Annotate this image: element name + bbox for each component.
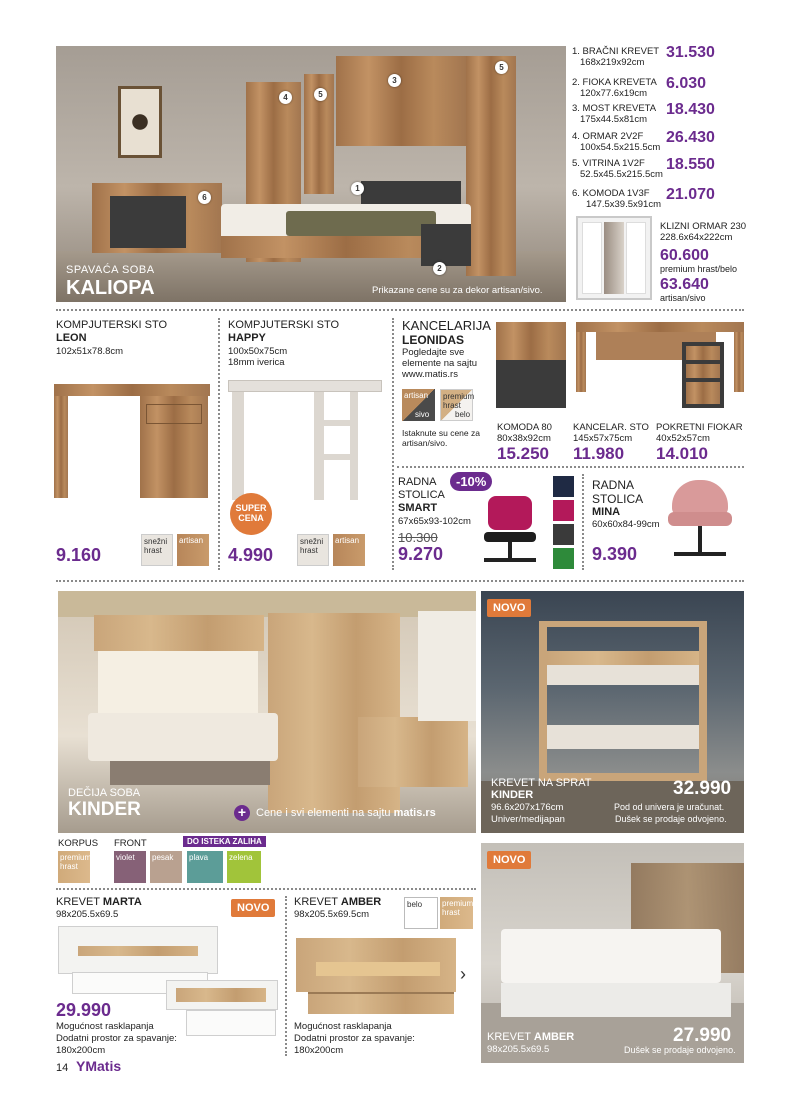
kaliopa-item-1 <box>572 46 742 68</box>
bunk-note1: Pod od univera je uračunat. <box>614 802 725 812</box>
smart-old-price: 10.300 <box>398 530 438 545</box>
item-price: 26.430 <box>666 129 715 146</box>
bunk-line1: KREVET NA SPRAT <box>491 777 592 789</box>
leonidas-item-2 <box>573 422 649 464</box>
page-number: 14 <box>56 1062 69 1074</box>
smart-line2: STOLICA <box>398 489 445 501</box>
front-swatch-violet: violet <box>114 851 146 883</box>
happy-price: 4.990 <box>228 545 274 565</box>
kaliopa-title: KALIOPA <box>66 277 155 299</box>
smart-color-3 <box>553 524 574 545</box>
item-dims: 80x38x92cm <box>497 433 551 444</box>
smart-line3: SMART <box>398 502 438 514</box>
divider <box>285 896 287 1056</box>
leon-desk-image <box>54 384 210 498</box>
item-price: 31.530 <box>666 44 715 61</box>
happy-line1: KOMPJUTERSKI STO <box>228 319 340 331</box>
amber-text3: 180x200cm <box>294 1045 344 1056</box>
marker-3: 3 <box>388 74 401 87</box>
mina-dims: 60x60x84-99cm <box>592 519 660 530</box>
leonidas-item-1 <box>497 422 552 464</box>
korpus-label: KORPUS <box>58 838 99 849</box>
marker-5b: 5 <box>495 61 508 74</box>
item-name: KOMODA 80 <box>497 422 552 433</box>
item-price: 15.250 <box>497 444 549 463</box>
leonidas-line2: LEONIDAS <box>402 333 465 347</box>
divider <box>397 466 744 468</box>
bunk-bed-photo <box>481 591 744 833</box>
amber-new-badge: NOVO <box>487 851 531 869</box>
wardrobe-price-1: 60.600 <box>660 247 709 264</box>
leon-swatch-artisan: artisan <box>177 534 209 566</box>
item-name: 5. VITRINA 1V2F <box>572 158 645 169</box>
amber-swatch-belo: belo <box>404 897 438 929</box>
amber-text1: Mogućnost rasklapanja <box>294 1021 392 1032</box>
chevron-right-icon[interactable]: › <box>460 964 466 984</box>
leon-swatch-snezni: snežni hrast <box>141 534 173 566</box>
smart-discount-badge: -10% <box>450 472 492 491</box>
divider <box>218 318 220 570</box>
happy-line2: HAPPY <box>228 332 266 344</box>
wardrobe-dims: 228.6x64x222cm <box>660 232 733 243</box>
happy-desk-image <box>228 380 384 505</box>
wardrobe-finish-1: premium hrast/belo <box>660 264 738 274</box>
item-price: 11.980 <box>573 444 625 463</box>
amber-photo <box>481 843 744 1063</box>
bunk-finish: Univer/medijapan <box>491 814 565 825</box>
leonidas-info: Pogledajte sve elemente na sajtu www.matis.rs <box>402 347 477 380</box>
brand-logo <box>76 1058 121 1074</box>
cta-site: matis.rs <box>393 807 436 819</box>
smart-dims: 67x65x93-102cm <box>398 516 471 527</box>
item-dims: 52.5x45.5x215.5cm <box>580 169 663 180</box>
marker-1: 1 <box>351 182 364 195</box>
item-name: 6. KOMODA 1V3F <box>572 188 650 199</box>
marker-6: 6 <box>198 191 211 204</box>
item-price: 21.070 <box>666 186 715 203</box>
divider <box>56 888 476 890</box>
marta-text2: Dodatni prostor za spavanje: <box>56 1033 177 1044</box>
leonidas-swatch-sivo: sivo <box>415 410 430 419</box>
front-label: FRONT <box>114 838 147 849</box>
marta-text1: Mogućnost rasklapanja <box>56 1021 154 1032</box>
smart-price: 9.270 <box>398 544 444 564</box>
item-name: 2. FIOKA KREVETA <box>572 77 657 88</box>
kaliopa-item-2 <box>572 77 742 99</box>
item-price: 18.550 <box>666 156 715 173</box>
item-price: 14.010 <box>656 444 708 463</box>
marker-2: 2 <box>433 262 446 275</box>
bunk-line2: KINDER <box>491 789 534 801</box>
item-dims: 168x219x92cm <box>580 57 645 68</box>
leon-line1: KOMPJUTERSKI STO <box>56 319 168 331</box>
front-swatch-plava: plava <box>187 851 223 883</box>
smart-color-4 <box>553 548 574 569</box>
marta-title <box>56 896 142 909</box>
leonidas-line1: KANCELARIJA <box>402 318 491 333</box>
leon-line2: LEON <box>56 332 87 344</box>
smart-line1: RADNA <box>398 476 437 488</box>
kinder-bed-image <box>88 713 278 761</box>
leonidas-note: Istaknute su cene za artisan/sivo. <box>402 428 480 448</box>
kinder-cta[interactable] <box>256 807 436 819</box>
happy-swatch-artisan: artisan <box>333 534 365 566</box>
front-swatch-pesak: pesak <box>150 851 182 883</box>
wardrobe-name: KLIZNI ORMAR 230 <box>660 221 747 232</box>
marta-text3: 180x200cm <box>56 1045 106 1056</box>
item-price: 6.030 <box>666 75 707 92</box>
korpus-swatch: premium hrast <box>58 851 90 883</box>
kaliopa-item-4 <box>572 131 742 153</box>
marta-new-badge: NOVO <box>231 899 275 917</box>
mina-line2: STOLICA <box>592 492 644 506</box>
item-dims: 100x54.5x215.5cm <box>580 142 661 153</box>
amber-photo-price: 27.990 <box>673 1025 732 1046</box>
bunk-bed-image <box>539 621 707 781</box>
cta-text: Cene i svi elementi na sajtu <box>256 807 391 819</box>
kaliopa-item-3 <box>572 103 742 125</box>
logo-icon: Y <box>76 1058 86 1074</box>
leon-price: 9.160 <box>56 545 102 565</box>
amber-photo-dims: 98x205.5x69.5 <box>487 1044 550 1055</box>
kaliopa-photo <box>56 46 566 302</box>
leonidas-swatch-belo: belo <box>455 410 471 419</box>
kinder-room-photo <box>58 591 476 833</box>
amber-text2: Dodatni prostor za spavanje: <box>294 1033 415 1044</box>
item-dims: 147.5x39.5x91cm <box>586 199 661 210</box>
kaliopa-item-6 <box>572 188 742 210</box>
marker-4: 4 <box>279 91 292 104</box>
bunk-dims: 96.6x207x176cm <box>491 802 564 813</box>
leonidas-swatch-artisan: artisan <box>402 389 435 421</box>
amber-line2: AMBER <box>340 896 382 908</box>
leonidas-item-3 <box>656 422 743 464</box>
item-name: POKRETNI FIOKAR <box>656 422 743 433</box>
amber-dims: 98x205.5x69.5cm <box>294 909 369 920</box>
wardrobe-finish-2: artisan/sivo <box>660 293 706 303</box>
divider <box>582 474 584 570</box>
plus-icon: + <box>234 805 250 821</box>
item-name: 3. MOST KREVETA <box>572 103 657 114</box>
badge-text: SUPER CENA <box>235 503 267 523</box>
item-dims: 145x57x75cm <box>573 433 633 444</box>
item-dims: 40x52x57cm <box>656 433 710 444</box>
wardrobe-price-2: 63.640 <box>660 276 709 293</box>
happy-dims: 100x50x75cm <box>228 346 288 357</box>
kaliopa-subtitle: SPAVAĆA SOBA <box>66 264 155 276</box>
happy-super-price-badge <box>230 493 272 535</box>
amber-bed-image <box>296 938 456 1016</box>
item-dims: 120x77.6x19cm <box>580 88 648 99</box>
amber-line1: KREVET <box>294 896 338 908</box>
wardrobe-right-image <box>466 56 516 276</box>
marker-5a: 5 <box>314 88 327 101</box>
stock-label: DO ISTEKA ZALIHA <box>183 836 266 847</box>
mina-price: 9.390 <box>592 544 638 564</box>
leonidas-drawer-image <box>682 342 724 412</box>
item-name: 1. BRAČNI KREVET <box>572 46 660 57</box>
kinder-title: KINDER <box>68 799 141 820</box>
marta-line1: KREVET <box>56 896 100 908</box>
leon-dims: 102x51x78.8cm <box>56 346 124 357</box>
divider <box>56 580 744 582</box>
front-swatch-zelena: zelena <box>227 851 261 883</box>
smart-chair-image <box>474 494 546 570</box>
item-name: KANCELAR. STO <box>573 422 649 433</box>
marta-bed-open-image <box>166 980 278 1040</box>
amber-photo-note: Dušek se prodaje odvojeno. <box>624 1045 736 1055</box>
sliding-wardrobe-image <box>576 216 652 300</box>
marta-line2: MARTA <box>102 896 142 908</box>
item-dims: 175x44.5x81cm <box>580 114 648 125</box>
mina-chair-image <box>664 476 738 568</box>
bunk-price: 32.990 <box>673 778 732 799</box>
smart-color-2 <box>553 500 574 521</box>
happy-material: 18mm iverica <box>228 357 285 368</box>
mina-line3: MINA <box>592 506 621 518</box>
kaliopa-item-5 <box>572 158 742 180</box>
item-name: 4. ORMAR 2V2F <box>572 131 644 142</box>
divider <box>56 309 744 311</box>
kaliopa-note: Prikazane cene su za dekor artisan/sivo. <box>372 285 543 296</box>
amber-title <box>294 896 381 909</box>
divider <box>392 318 394 570</box>
marta-dims: 98x205.5x69.5 <box>56 909 119 920</box>
marta-price: 29.990 <box>56 1000 112 1020</box>
amber-photo-title <box>487 1031 574 1043</box>
leonidas-swatch-premium: premium hrast <box>440 389 473 421</box>
smart-color-1 <box>553 476 574 497</box>
amber-swatch-premium: premium hrast <box>440 897 473 929</box>
amber-photo-line2: AMBER <box>533 1031 575 1043</box>
amber-photo-bed-image <box>501 929 721 983</box>
item-price: 18.430 <box>666 101 715 118</box>
leonidas-commode-image <box>496 322 566 412</box>
bunk-note2: Dušek se prodaje odvojeno. <box>615 814 727 824</box>
kinder-subtitle: DEČIJA SOBA <box>68 787 141 799</box>
happy-swatch-snezni: snežni hrast <box>297 534 329 566</box>
amber-photo-line1: KREVET <box>487 1031 531 1043</box>
bunk-new-badge: NOVO <box>487 599 531 617</box>
brand-name: Matis <box>85 1058 122 1074</box>
mina-line1: RADNA <box>592 478 635 492</box>
